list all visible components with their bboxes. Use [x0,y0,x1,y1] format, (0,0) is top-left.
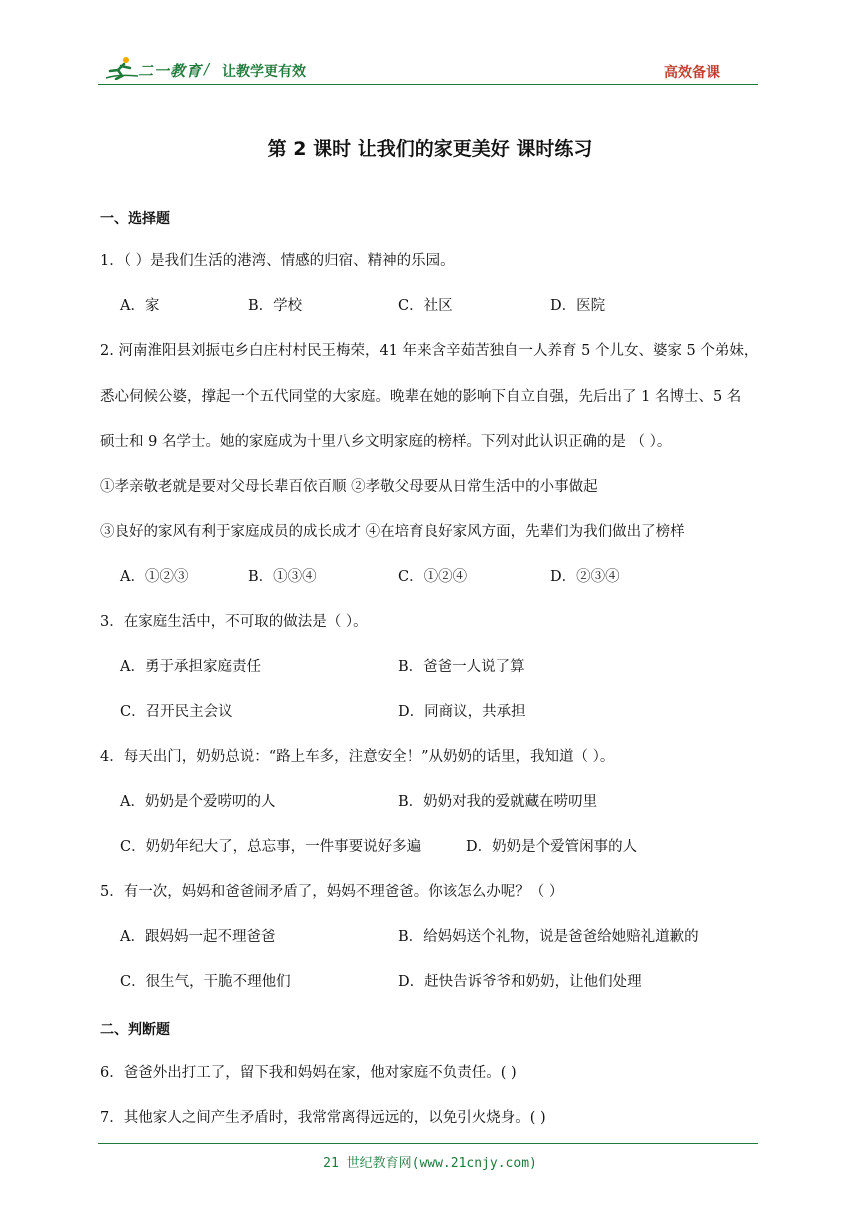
section-heading-judge: 二、判断题 [100,1022,170,1038]
brand-name: 二一教育 [138,62,203,80]
question-2-line-3: 硕士和 9 名学士。她的家庭成为十里八乡文明家庭的榜样。下列对此认识正确的是 （ ）。 [100,434,672,450]
question-4-option-a: A．奶奶是个爱唠叨的人 [120,794,276,810]
header-separator: / [204,60,210,78]
question-4-option-b: B．奶奶对我的爱就藏在唠叨里 [398,794,598,810]
question-3-option-d: D．同商议，共承担 [398,704,526,720]
question-2-option-c: C．①②④ [398,569,468,585]
question-5-option-a: A．跟妈妈一起不理爸爸 [120,929,276,945]
question-3-option-b: B．爸爸一人说了算 [398,659,525,675]
question-2-option-d: D．②③④ [550,569,620,585]
page-footer: 21 世纪教育网(www.21cnjy.com) [323,1156,537,1171]
question-6-stem: 6．爸爸外出打工了，留下我和妈妈在家，他对家庭不负责任。( ) [100,1065,517,1081]
header-divider [98,84,758,85]
section-heading-choice: 一、选择题 [100,211,170,227]
question-2-line-1: 2. 河南淮阳县刘振屯乡白庄村村民王梅荣，41 年来含辛茹苦独自一人养育 5 个儿女、婆家 5 个弟妹， [100,343,759,359]
page-title: 第 2 课时 让我们的家更美好 课时练习 [267,138,593,160]
question-2-option-a: A．①②③ [120,569,189,585]
header-slogan: 让教学更有效 [222,64,306,80]
question-3-stem: 3．在家庭生活中，不可取的做法是（ ）。 [100,614,368,630]
footer-divider [98,1143,758,1144]
question-1-option-b: B．学校 [248,298,303,314]
running-figure-icon [104,56,140,80]
question-5-stem: 5．有一次，妈妈和爸爸闹矛盾了，妈妈不理爸爸。你该怎么办呢？（ ） [100,884,564,900]
page-header [98,52,758,84]
question-2-line-2: 悉心伺候公婆，撑起一个五代同堂的大家庭。晚辈在她的影响下自立自强，先后出了 1 名博士、5 名 [100,389,742,405]
question-4-stem: 4．每天出门，奶奶总说：“路上车多，注意安全！”从奶奶的话里，我知道（ ）。 [100,749,615,765]
question-1-option-a: A．家 [120,298,160,314]
question-5-option-b: B．给妈妈送个礼物，说是爸爸给她赔礼道歉的 [398,929,699,945]
question-4-option-d: D．奶奶是个爱管闲事的人 [466,839,638,855]
question-1-stem: 1．（ ）是我们生活的港湾、情感的归宿、精神的乐园。 [100,253,455,269]
question-2-statement-1-2: ①孝亲敬老就是要对父母长辈百依百顺 ②孝敬父母要从日常生活中的小事做起 [100,479,598,495]
question-7-stem: 7．其他家人之间产生矛盾时，我常常离得远远的，以免引火烧身。( ) [100,1110,546,1126]
question-4-option-c: C．奶奶年纪大了，总忘事，一件事要说好多遍 [120,839,422,855]
question-5-option-d: D．赶快告诉爷爷和奶奶，让他们处理 [398,974,642,990]
header-tag: 高效备课 [664,65,720,81]
question-2-option-b: B．①③④ [248,569,317,585]
question-1-option-c: C．社区 [398,298,453,314]
question-3-option-c: C．召开民主会议 [120,704,233,720]
question-1-option-d: D．医院 [550,298,606,314]
question-2-statement-3-4: ③良好的家风有利于家庭成员的成长成才 ④在培育良好家风方面，先辈们为我们做出了榜样 [100,524,685,540]
question-3-option-a: A．勇于承担家庭责任 [120,659,261,675]
question-5-option-c: C．很生气，干脆不理他们 [120,974,291,990]
